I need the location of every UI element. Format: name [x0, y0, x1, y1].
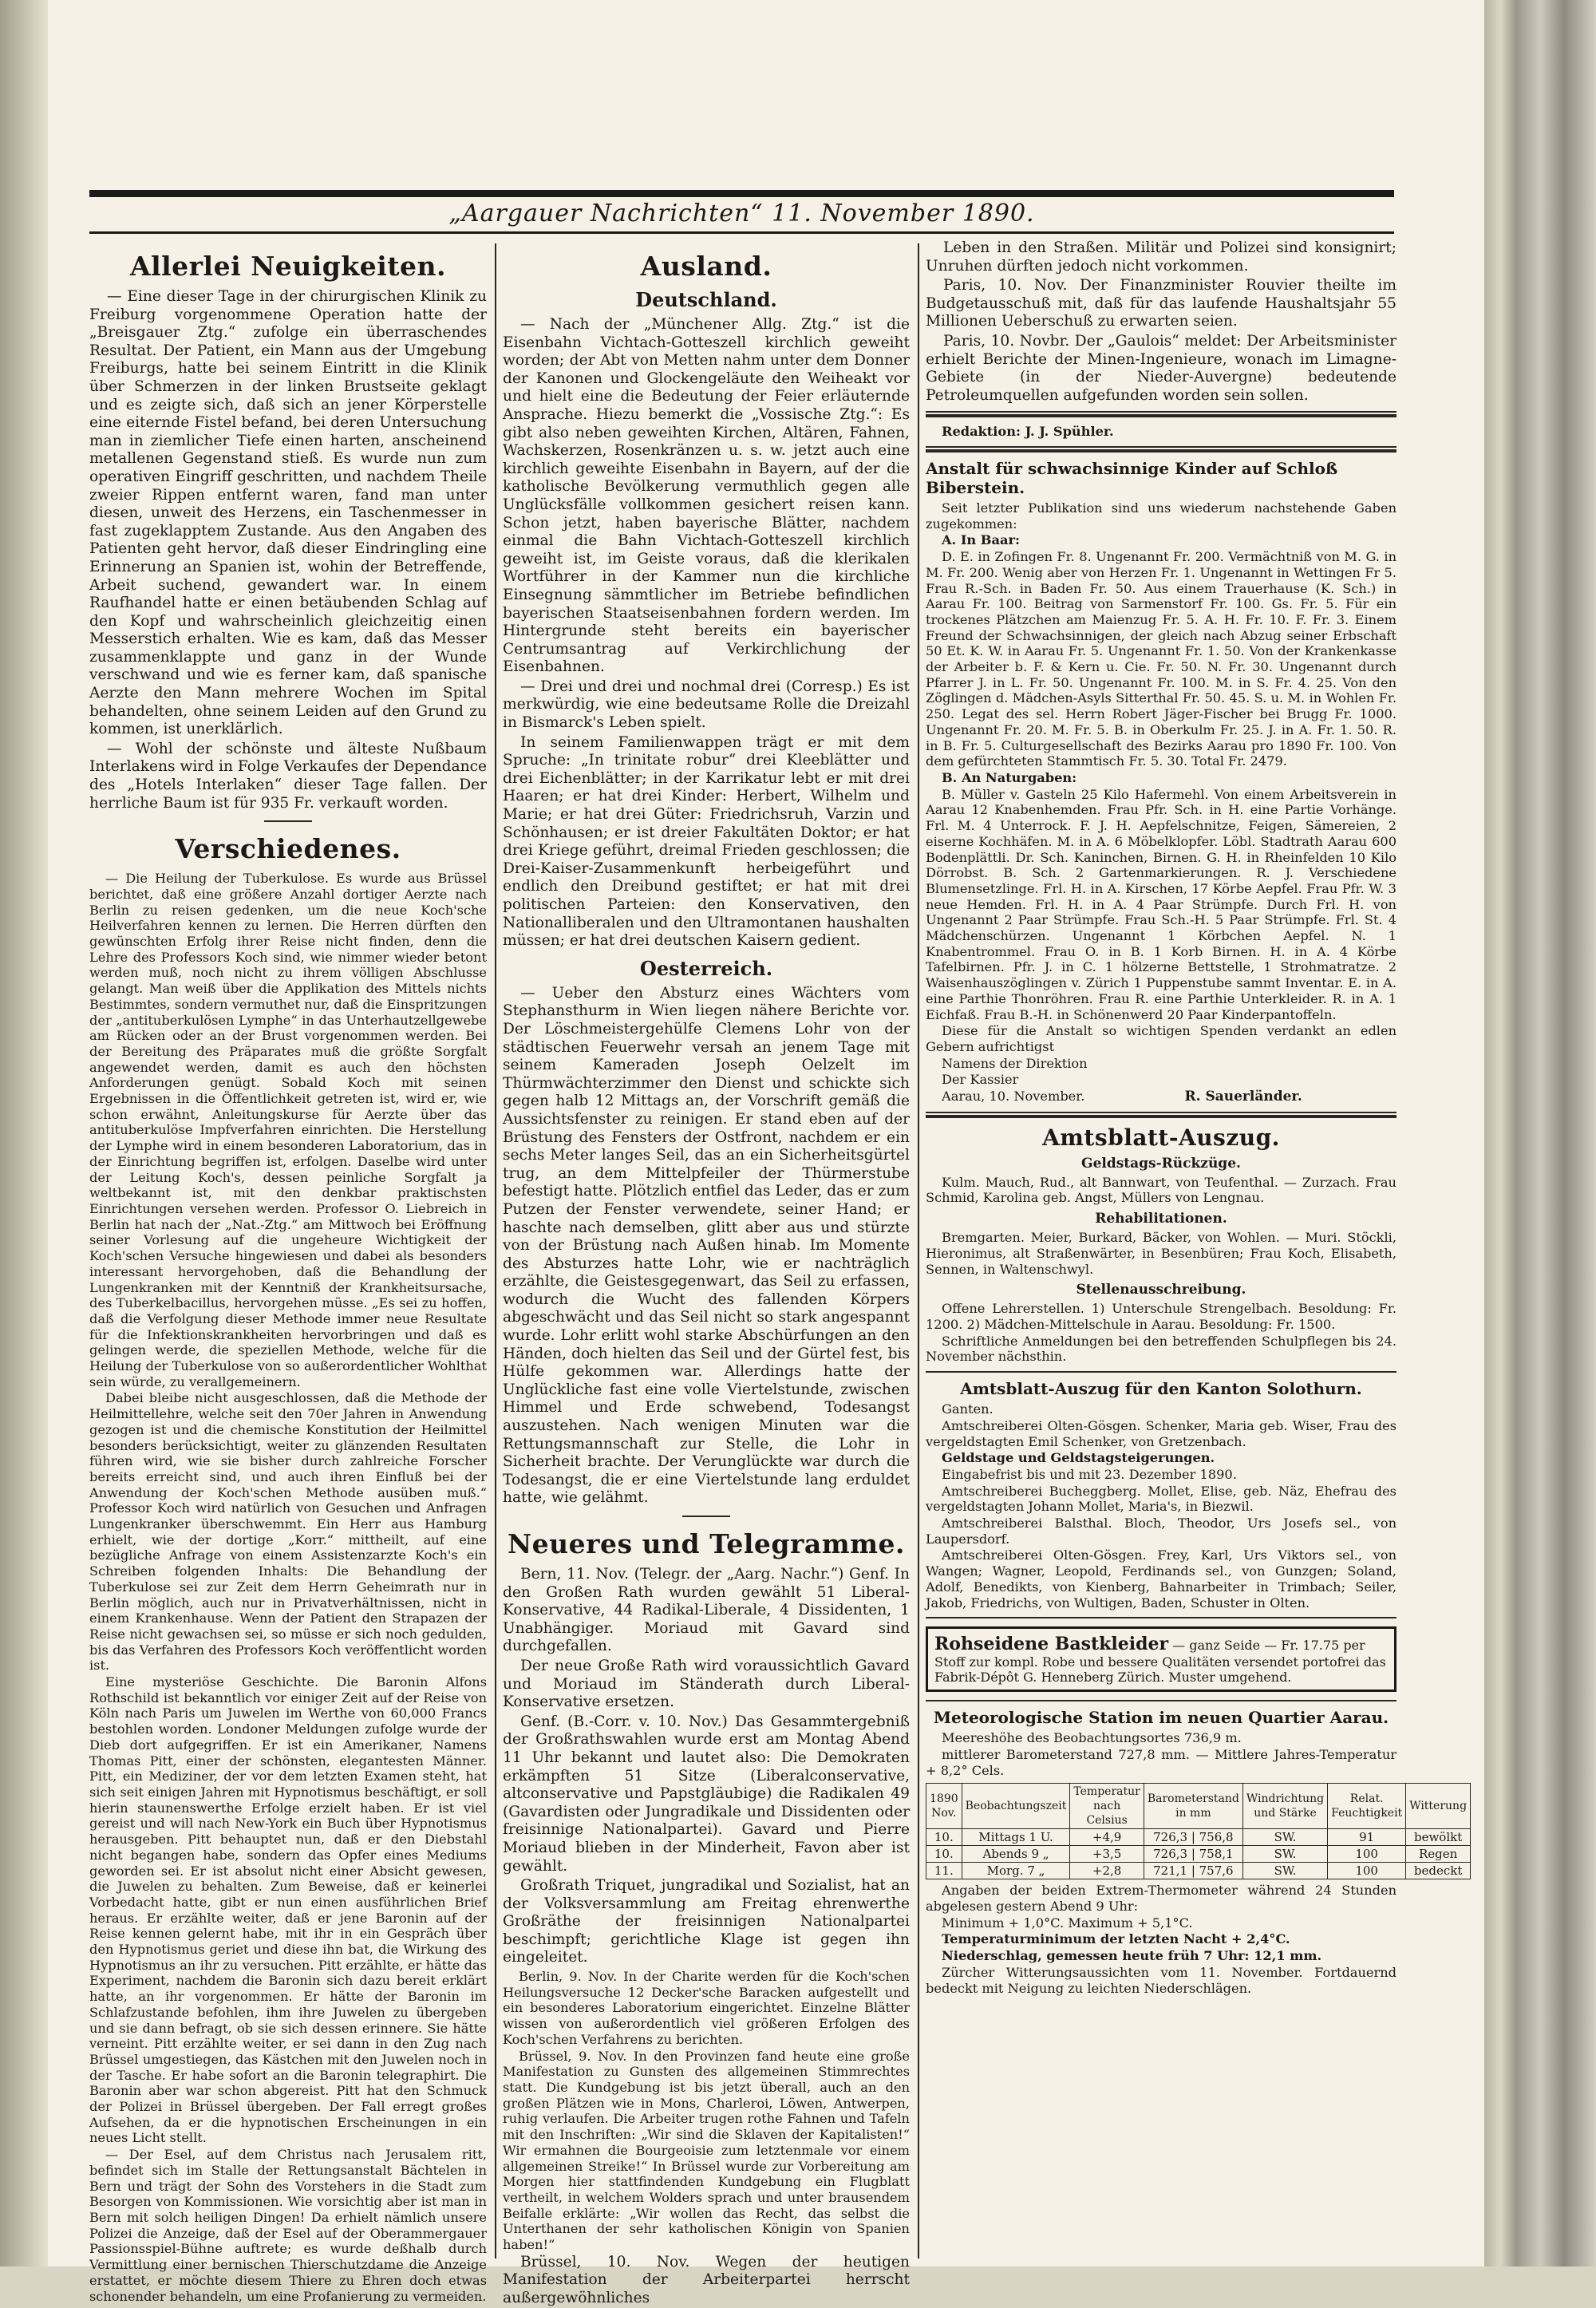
- anstalt-intro: Seit letzter Publikation sind uns wiederum nachstehende Gaben zugekommen:: [926, 500, 1396, 532]
- table-cell: bedeckt: [1406, 1863, 1471, 1879]
- article-paragraph: Brüssel, 9. Nov. In den Provinzen fand heute eine große Manifestation zu Gunsten des allgemeinen Stimmrechtes statt. Die Kundgebung ist bis jetzt überall, auch an den großen Plätzen wie in Mons, Charleroi, Löwen, Antwerpen, ruhig verlaufen. Die Arbeiter trugen rothe Fahnen und Tafeln mit den Inschriften: „Wir sind die Sklaven der Kapitalisten!“ Wir ermahnen die Bourgeoisie zum letztenmale vor einem allgemeinen Streike!“ In Brüssel wurde zur Vorbereitung am Morgen hier stattfindenden Kundgebung ein Flugblatt vertheilt, in welchem Wolders sprach und unter brausendem Beifalle erklärte: „Wir wollen das Recht, das selbst die Unterthanen der sehr katholischen Königin von Spanien haben!“: [503, 2048, 910, 2253]
- table-cell: 726,3 | 758,1: [1144, 1846, 1242, 1863]
- rehab-text: Bremgarten. Meier, Burkard, Bäcker, von Wohlen. — Muri. Stöckli, Hieronimus, alt Straßenwärter, in Besenbüren; Frau Koch, Elisabeth, Sennen, in Waltenschwyl.: [926, 1230, 1396, 1277]
- table-cell: 100: [1328, 1846, 1406, 1863]
- table-cell: 10.: [926, 1846, 962, 1863]
- solothurn-text-4: Amtschreiberei Balsthal. Bloch, Theodor, Urs Josefs sel., von Laupersdorf.: [926, 1516, 1396, 1547]
- meteo-header-row: [926, 1784, 1471, 1829]
- article-paragraph: Dabei bleibe nicht ausgeschlossen, daß die Methode der Heilmittellehre, welche seit den 70er Jahren in Anwendung gezogen ist und die chemische Konstitution der Heilmittel besonders berücksichtigt, weiter zu glänzenden Resultaten führen wird, wie sie bisher durch zahlreiche Forscher bereits erreicht sind, und auch ihren Einfluß bei der Anwendung der Koch'schen Methode ausüben muß.“ Professor Koch wird natürlich von Gesuchen und Anfragen Lungenkranker überschwemmt. Ein Herr aus Hamburg erhielt, wie der dortige „Korr.“ mittheilt, auf eine bezügliche Anfrage von einem Assistenzarzte Koch's ein Schreiben folgenden Inhalts: Die Behandlung der Tuberkulose sei zur Zeit dem Herrn Geheimrath nur in Berlin möglich, auch nur in Privatverhältnissen, nicht in einem Krankenhause. Wenn der Patient den Strapazen der Reise nicht gewachsen sei, so müsse er sich noch gedulden, bis das Verfahren des Professors Koch veröffentlicht worden ist.: [89, 1390, 487, 1674]
- article-paragraph: Berlin, 9. Nov. In der Charite werden für die Koch'schen Heilungsversuche 12 Decker'sche Baracken aufgestellt und ein besonderes Laboratorium eingerichtet. Einzelne Blätter wissen von außerordentlich viel größeren Erfolgen des Koch'schen Verfahrens zu berichten.: [503, 1969, 910, 2047]
- article-paragraph: Bern, 11. Nov. (Telegr. der „Aarg. Nachr.“) Genf. In den Großen Rath wurden gewählt 51 Liberal-Konservative, 44 Radikal-Liberale, 4 Dissidenten, 1 Unabhängiger. Moriaud mit Gavard sind durchgefallen.: [503, 1566, 910, 1655]
- article-paragraph: Großrath Triquet, jungradikal und Sozialist, hat an der Volksversammlung am Freitag ehrenwerthe Großräthe der freisinnigen Nationalpartei beschimpft; gerichtliche Klage ist gegen ihn eingeleitet.: [503, 1877, 910, 1966]
- table-cell: SW.: [1242, 1829, 1327, 1846]
- divider: [926, 1700, 1396, 1701]
- geldstag-text: Kulm. Mauch, Rud., alt Bannwart, von Teufenthal. — Zurzach. Frau Schmid, Karolina geb. Angst, Müllers von Lengnau.: [926, 1174, 1396, 1206]
- book-binding-edge: [0, 0, 48, 2267]
- article-paragraph: In seinem Familienwappen trägt er mit dem Spruche: „In trinitate robur“ drei Kleeblätter und drei Eichenblätter; in der Karrikatur lebt er mit drei Haaren; er hat drei Kinder: Herbert, Wilhelm und Marie; er hat drei Güter: Friedrichsruh, Varzin und Schönhausen; er ist dreier Fakultäten Doktor; er hat drei Kriege geführt, dreimal Frieden geschlossen; die Drei-Kaiser-Zusammenkunft herbeigeführt und endlich den Dreibund gestiftet; er hat mit drei politischen Parteien: den Konservativen, den Nationalliberalen und den Ultramontanen haushalten müssen; er hat drei deutschen Kaisern gedient.: [503, 733, 910, 950]
- stellen-title: Stellenausschreibung.: [1076, 1282, 1246, 1298]
- article-paragraph: Paris, 10. Novbr. Der „Gaulois“ meldet: Der Arbeitsminister erhielt Berichte der Minen-Ingenieure, wonach im Limagne-Gebiete (in der Nieder-Auvergne) bedeutende Petroleumquellen aufgefunden worden sein sollen.: [926, 332, 1396, 404]
- article-paragraph: — Wohl der schönste und älteste Nußbaum Interlakens wird in Folge Verkaufes der Dependance des „Hotels Interlaken“ dieser Tage fallen. Der herrliche Baum ist für 935 Fr. verkauft worden.: [89, 740, 487, 812]
- table-cell: 100: [1328, 1863, 1406, 1879]
- anstalt-signature-2: Der Kassier: [942, 1072, 1019, 1088]
- article-paragraph: — Eine dieser Tage in der chirurgischen Klinik zu Freiburg vorgenommene Operation hatte der „Breisgauer Ztg.“ zufolge ein überraschendes Resultat. Der Patient, ein Mann aus der Umgebung Freiburgs, hatte bei seinem Eintritt in die Klinik über Schmerzen in der linken Brustseite geklagt und es zeigte sich, daß sich an jener Körperstelle eine eiternde Fistel befand, bei deren Untersuchung man in ziemlicher Tiefe einen harten, anscheinend metallenen Gegenstand stieß. Es wurde nun zum operativen Eingriff geschritten, und nachdem Theile zweier Rippen entfernt waren, fand man unter diesen, unweit des Herzens, ein Taschenmesser in fast zugeklapptem Zustande. Aus den Angaben des Patienten geht hervor, daß dieser Eindringling eine Erinnerung an Spanien ist, wohin der Betreffende, Arbeit suchend, gewandert war. In einem Raufhandel hatte er einen betäubenden Schlag auf den Kopf und wahrscheinlich gleichzeitig einen Messerstich erhalten. Wie es kam, daß das Messer zusammenklappte und ganz in der Wunde verschwand und wie es ferner kam, daß spanische Aerzte den Mann mehrere Wochen im Spital behandelten, ohne seinem Leiden auf den Grund zu kommen, ist unerklärlich.: [89, 288, 487, 738]
- subsection-title-oesterreich: Oesterreich.: [639, 956, 773, 980]
- meteo-footer-1: Angaben der beiden Extrem-Thermometer während 24 Stunden abgelesen gestern Abend 9 Uhr:: [926, 1883, 1396, 1915]
- table-cell: 91: [1328, 1829, 1406, 1846]
- solothurn-text-5: Amtschreiberei Olten-Gösgen. Frey, Karl, Urs Viktors sel., von Wangen; Wagner, Leopold, Ferdinands sel., von Gunzgen; Soland, Adolf, Benedikts, von Kienberg, Bahnarbeiter in Trimbach; Seiler, Jakob, Friedrichs, von Wultigen, Baden, Schuster in Olten.: [926, 1547, 1396, 1610]
- article-paragraph: — Ueber den Absturz eines Wächters vom Stephansthurm in Wien liegen nähere Berichte vor. Der Löschmeistergehülfe Clemens Lohr von der städtischen Feuerwehr versah an jenem Tage mit seinem Kameraden Joseph Oelzelt im Thürmwächterzimmer den Dienst und schickte sich gegen halb 12 Mittags an, der Vorschrift gemäß die Aussichtsfenster zu reinigen. Er stand eben auf der Brüstung des Fensters der Ostfront, nachdem er ein sechs Meter langes Seil, das an ein Sicherheitsgürtel trug, an dem Mittelpfeiler der Thürmerstube befestigt hatte. Plötzlich entfiel das Leder, das er zum Putzen der Fenster verwendete, seiner Hand; er haschte nach demselben, glitt aber aus und stürzte von der Brüstung nach Außen hinab. Im Momente des Absturzes hatte Lohr, wie er nachträglich erzählte, die Geistesgegenwart, das Seil zu erfassen, wodurch die Wucht des fallenden Körpers abgeschwächt und das Seil nicht so stark angespannt wurde. Lohr erlitt wohl starke Abschürfungen an den Händen, doch hielten das Seil und der Gürtel fest, bis Hülfe gekommen war. Allerdings hatte der Unglückliche fast eine volle Viertelstunde, zwischen Himmel und Erde schwebend, Todesangst auszustehen. Nach wenigen Minuten war die Rettungsmannschaft zur Stelle, die Lohr in Sicherheit brachte. Der Verunglückte war durch die Todesangst, die er eine Viertelstunde lang erduldet hatte, wie gelähmt.: [503, 984, 910, 1507]
- section-title-ausland: Ausland.: [640, 251, 772, 282]
- article-paragraph: — Der Esel, auf dem Christus nach Jerusalem ritt, befindet sich im Stalle der Rettungsanstalt Bächtelen in Bern und trägt der Sohn des Vorstehers in die Stadt zum Besorgen von Kommissionen. Wie vorsichtig aber ist man in Bern mit solch heiligen Dingen! Da erhielt nämlich unsere Polizei die Anzeige, daß der Esel auf der Oberammergauer Passionsspiel-Bühne auftrete; es wurde deßhalb durch Vermittlung einer bernischen Thierschutzdame die Anzeige erstattet, er möchte diesem Thiere zu Ehren doch etwas schonender behandeln, um eine Profanierung zu vermeiden.: [89, 2147, 487, 2304]
- redaktion-line: Redaktion: J. J. Spühler.: [942, 424, 1114, 440]
- section-title-neuigkeiten: Allerlei Neuigkeiten.: [130, 251, 446, 282]
- table-row: [926, 1846, 1471, 1863]
- anstalt-section-b: B. An Naturgaben:: [942, 770, 1077, 785]
- article-paragraph: Der neue Große Rath wird voraussichtlich Gavard und Moriaud im Ständerath durch Liberal-Konservative ersetzen.: [503, 1657, 910, 1711]
- article-paragraph: Leben in den Straßen. Militär und Polizei sind konsignirt; Unruhen dürften jedoch nicht vorkommen.: [926, 239, 1396, 275]
- meteo-footer-5: Zürcher Witterungsaussichten vom 11. November. Fortdauernd bedeckt mit Neigung zu leichten Niederschlägen.: [926, 1964, 1396, 1996]
- table-cell: 726,3 | 756,8: [1144, 1829, 1242, 1846]
- table-cell: +3,5: [1070, 1846, 1144, 1863]
- article-paragraph: — Drei und drei und nochmal drei (Corresp.) Es ist merkwürdig, wie eine bedeutsame Rolle die Dreizahl in Bismarck's Leben spielt.: [503, 678, 910, 732]
- solothurn-text-3: Amtschreiberei Bucheggberg. Mollet, Elise, geb. Näz, Ehefrau des vergeldstagten Johann Mollet, Maria's, in Biezwil.: [926, 1483, 1396, 1515]
- header-rule-top: [89, 190, 1394, 197]
- meteo-footer-4: Niederschlag, gemessen heute früh 7 Uhr: 12,1 mm.: [942, 1948, 1322, 1964]
- page-header-title: „Aargauer Nachrichten“ 11. November 1890.: [448, 200, 1035, 227]
- divider: [926, 1617, 1396, 1618]
- table-cell: SW.: [1242, 1846, 1327, 1863]
- ad-text: — ganz Seide — Fr. 17.75 per Stoff zur kompl. Robe und bessere Qualitäten versendet portofrei das Fabrik-Dépôt G. Henneberg Zürich. Muster umgehend.: [934, 1638, 1386, 1686]
- table-cell: Regen: [1406, 1846, 1471, 1863]
- geldstag-title: Geldstags-Rückzüge.: [1081, 1155, 1241, 1172]
- meteo-footer-3: Temperaturminimum der letzten Nacht + 2,4°C.: [942, 1931, 1290, 1947]
- meteo-col-header: Windrichtung und Stärke: [1242, 1784, 1327, 1829]
- meteo-col-header: Beobachtungszeit: [962, 1784, 1070, 1829]
- table-cell: Mittags 1 U.: [962, 1829, 1070, 1846]
- stellen-text-2: Schriftliche Anmeldungen bei den betreffenden Schulpflegen bis 24. November nächsthin.: [926, 1333, 1396, 1365]
- table-cell: +2,8: [1070, 1863, 1144, 1879]
- column-middle: [503, 239, 910, 2306]
- article-paragraph: Genf. (B.-Corr. v. 10. Nov.) Das Gesammtergebniß der Großrathswahlen wurde erst am Montag Abend 11 Uhr bekannt und lautet also: Die Demokraten erkämpften 51 Sitze (Liberalconservative, altconservative und Papstgläubige) die Radikalen 49 (Gavardisten oder Jungradikale und Dissidenten oder freisinnige Nationalpartei). Gavard und Pierre Moriaud blieben in der Minderheit, Favon aber ist gewählt.: [503, 1713, 910, 1875]
- table-cell: 721,1 | 757,6: [1144, 1863, 1242, 1879]
- rehab-title: Rehabilitationen.: [1095, 1211, 1227, 1227]
- meteo-table: [926, 1783, 1471, 1879]
- column-divider-1: [495, 243, 496, 2259]
- column-left: [89, 239, 487, 2304]
- solothurn-text-2: Eingabefrist bis und mit 23. Dezember 1890.: [942, 1466, 1237, 1482]
- table-cell: Abends 9 „: [962, 1846, 1070, 1863]
- anstalt-section-a: A. In Baar:: [942, 532, 1020, 548]
- solothurn-subtitle: Ganten.: [942, 1401, 994, 1417]
- article-paragraph: Eine mysteriöse Geschichte. Die Baronin Alfons Rothschild ist bekanntlich vor einiger Zeit auf der Reise von Köln nach Paris um Juwelen im Werthe von 60,000 Francs bestohlen worden. Londoner Meldungen zufolge wurde der Dieb dort aufgegriffen. Er ist ein Amerikaner, Namens Thomas Pitt, einer der schönsten, elegantesten Männer. Pitt, ein Mediziner, der vor dem letzten Examen steht, hat sich seit einigen Jahren mit Hypnotismus beschäftigt, er soll hierin staunenswerthe Erfolge erzielt haben. Er ist viel gereist und will nach New-York ein Buch über Hypnotismus herausgeben. Pitt behauptet nun, daß er den Diebstahl nicht begangen habe, sondern das Opfer eines Mediums geworden sei. Er ist absolut nicht einer Absicht gewesen, die Juwelen zu behalten. Zum Beweise, daß er keinerlei Vorbedacht hatte, gibt er nun einen ausführlichen Brief heraus. Er erzählte weiter, daß er jene Baronin auf der Reise kennen gelernt habe, mit ihr in ein Gespräch über den Hypnotismus geriet und diese ihn bat, die Wirkung des Hypnotismus an ihr zu versuchen. Pitt erzählte, er hätte das Experiment, nachdem die Baronin sich dazu bereit erklärt hatte, an ihr vorgenommen. Er hätte der Baronin im Schlafzustande befohlen, ihm ihre Juwelen zu übergeben und sie dann befragt, ob sie sich dessen erinnere. Sie hätte verneint. Pitt erzählte weiter, er sei dann in den Zug nach Brüssel umgestiegen, das Kästchen mit den Juwelen noch in der Tasche. Er habe sofort an die Baronin telegraphirt. Die Baronin aber war schon abgereist. Pitt hat den Schmuck der Polizei in Brüssel übergeben. Der Fall erregt großes Aufsehen, da er die hypnotischen Erscheinungen in ein neues Licht stellt.: [89, 1674, 487, 2146]
- meteo-col-header: Relat. Feuchtigkeit: [1328, 1784, 1406, 1829]
- anstalt-donations-money: D. E. in Zofingen Fr. 8. Ungenannt Fr. 200. Vermächtniß von M. G. in M. Fr. 200. Wenig aber von Herzen Fr. 1. Ungenannt in Wettingen Fr 5. Frau R.-Sch. in Baden Fr. 50. Aus einem Trauerhause (K. Sch.) in Aarau Fr. 100. Beitrag von Sarmenstorf Fr. 100. Gs. Fr. 5. Für ein trockenes Plätzchen am Maienzug Fr. 5. A. H. Fr. 10. F. Fr. 3. Einem Freund der Schwachsinnigen, der gleich nach Abzug seiner Erbschaft 50 Et. K. W. in Aarau Fr. 5. Ungenannt Fr. 1. 50. Von der Krankenkasse der Arbeiter b. F. & Kern u. Cie. Fr. 50. N. Fr. 30. Ungenannt durch Pfarrer J. in L. Fr. 50. Ungenannt Fr. 100. M. in S. Fr. 4. 25. Von den Zöglingen d. Mädchen-Asyls Sitterthal Fr. 50. 45. S. u. M. in Wohlen Fr. 250. Legat des sel. Herrn Robert Jäger-Fischer bei Brugg Fr. 1000. Ungenannt Fr. 20. M. Fr. 5. B. in Oberkulm Fr. 25. J. in A. Fr. 1. 50. R. in B. Fr. 5. Culturgesellschaft des Bezirks Aarau pro 1890 Fr. 100. Von dem gefürchteten Stammtisch Fr. 5. 30. Total Fr. 2479.: [926, 549, 1396, 769]
- meteo-subtitle-1: Meereshöhe des Beobachtungsortes 736,9 m.: [942, 1730, 1242, 1746]
- advertisement-henneberg: [926, 1626, 1396, 1692]
- divider-double: [926, 446, 1396, 453]
- stellen-text: Offene Lehrerstellen. 1) Unterschule Strengelbach. Besoldung: Fr. 1200. 2) Mädchen-Mittelschule in Aarau. Besoldung: Fr. 1500.: [926, 1301, 1396, 1332]
- table-cell: 10.: [926, 1829, 962, 1846]
- solothurn-title: Amtsblatt-Auszug für den Kanton Solothurn.: [960, 1379, 1362, 1399]
- article-paragraph: Brüssel, 10. Nov. Wegen der heutigen Manifestation der Arbeiterpartei herrscht außergewöhnliches: [503, 2253, 910, 2306]
- table-cell: bewölkt: [1406, 1829, 1471, 1846]
- meteo-col-header: Witterung: [1406, 1784, 1471, 1829]
- ad-title: Rohseidene Bastkleider: [934, 1634, 1169, 1655]
- article-paragraph: Paris, 10. Nov. Der Finanzminister Rouvier theilte im Budgetausschuß mit, daß für das laufende Haushaltsjahr 55 Millionen Ueberschuß zu erwarten seien.: [926, 277, 1396, 330]
- table-cell: Morg. 7 „: [962, 1863, 1070, 1879]
- divider: [926, 1371, 1396, 1373]
- anstalt-signature-1: Namens der Direktion: [942, 1055, 1088, 1071]
- header-rule-bottom: [89, 231, 1394, 234]
- meteo-col-header: Temperatur nach Celsius: [1070, 1784, 1144, 1829]
- section-divider: [682, 1516, 730, 1517]
- article-paragraph: — Nach der „Münchener Allg. Ztg.“ ist die Eisenbahn Vichtach-Gotteszell kirchlich geweiht worden; der Abt von Metten nahm unter dem Donner der Kanonen und Glockengeläute den Weiheakt vor und hielt eine die Bedeutung der Feier erläuternde Ansprache. Hiezu bemerkt die „Vossische Ztg.“: Es gibt also neben geweihten Kirchen, Altären, Fahnen, Wachskerzen, Rosenkränzen u. s. w. jetzt auch eine kirchlich geweihte Eisenbahn in Bayern, auf der die katholische Bevölkerung vermuthlich gegen alle Unglücksfälle vollkommen gesichert reisen kann. Schon jetzt, haben bayerische Blätter, nachdem einmal die Bahn Vichtach-Gotteszell kirchlich geweiht ist, im Geiste voraus, daß die klerikalen Wortführer in der Kammer nun die kirchliche Einsegnung sämmtlicher im Betriebe befindlichen bayerischen Staatseisenbahnen fordern werden. Im Hintergrunde steht bereits ein bayerischer Centrumsantrag auf Verkirchlichung der Eisenbahnen.: [503, 316, 910, 676]
- subsection-title-deutschland: Deutschland.: [635, 288, 777, 311]
- solothurn-subtitle-2: Geldstage und Geldstagsteigerungen.: [942, 1450, 1215, 1466]
- anstalt-date: Aarau, 10. November.: [942, 1089, 1085, 1105]
- anstalt-donations-goods: B. Müller v. Gasteln 25 Kilo Hafermehl. Von einem Arbeitsverein in Aarau 12 Knabenhemden. Frau Pfr. Sch. in H. eine Partie Vorhänge. Frl. M. 4 Unterrock. F. J. H. Aepfelschnitze, Feigen, Sämereien, 2 eiserne Kochhäfen. M. in A. 6 Möbelklopfer. Löbl. Stadtrath Aarau 600 Bodenplättli. Dr. Sch. Kaninchen, Birnen. G. H. in Rheinfelden 10 Kilo Dörrobst. B. Sch. 2 Gartenmarkierungen. R. J. Verschiedene Blumensetzlinge. Frl. H. in A. Kirschen, 17 Körbe Aepfel. Frau Pfr. W. 3 neue Hemden. Frl. H. in A. 4 Paar Strümpfe. Durch Frl. H. von Ungenannt 2 Paar Strümpfe. Frau Sch.-H. 5 Paar Strümpfe. Frl. St. 4 Mädchenschürzen. Ungenannt 1 Körbchen Aepfel. N. 1 Knabentrommel. Frau O. in B. 1 Korb Birnen. H. in A. 4 Körbe Tafelbirnen. Pfr. J. in C. 1 hölzerne Bettstelle, 1 Strohmatratze. 2 Waisenhauszöglingen v. Zürich 1 Puppenstube sammt Inventar. E. in A. eine Parthie Thonröhren. Frau R. eine Parthie Unterkleider. R. in A. 1 Eichfaß. Frau B.-H. in Schönenwerd 20 Paar Kinderpantoffeln.: [926, 786, 1396, 1022]
- table-row: [926, 1863, 1471, 1879]
- column-divider-2: [918, 243, 919, 2259]
- table-cell: 11.: [926, 1863, 962, 1879]
- table-cell: SW.: [1242, 1863, 1327, 1879]
- meteo-col-header: Barometerstand in mm: [1144, 1784, 1242, 1829]
- meteo-footer-2: Minimum + 1,0°C. Maximum + 5,1°C.: [942, 1915, 1193, 1931]
- anstalt-signature-3: R. Sauerländer.: [1184, 1089, 1302, 1105]
- section-title-verschiedenes: Verschiedenes.: [175, 833, 401, 865]
- meteo-title: Meteorologische Station im neuen Quartier Aarau.: [933, 1708, 1389, 1728]
- section-title-telegramme: Neueres und Telegramme.: [507, 1528, 906, 1559]
- amtsblatt-title: Amtsblatt-Auszug.: [1042, 1124, 1280, 1151]
- meteo-subtitle-2: mittlerer Barometerstand 727,8 mm. — Mittlere Jahres-Temperatur + 8,2° Cels.: [926, 1746, 1396, 1778]
- meteo-col-header: 1890 Nov.: [926, 1784, 962, 1829]
- divider-double: [926, 411, 1396, 417]
- solothurn-text-1: Amtschreiberei Olten-Gösgen. Schenker, Maria geb. Wiser, Frau des vergeldstagten Emil Schenker, von Gretzenbach.: [926, 1417, 1396, 1449]
- article-paragraph: — Die Heilung der Tuberkulose. Es wurde aus Brüssel berichtet, daß eine größere Anzahl dortiger Aerzte nach Berlin zu reisen gedenken, um die neue Koch'sche Heilverfahren kennen zu lernen. Die Herren dürften den gewünschten Erfolg ihrer Reise nicht finden, denn die Lehre des Professors Koch sind, wie nimmer wieder betont werden muß, noch nicht zu ihrem völligen Abschlusse gelangt. Man weiß über die Applikation des Mittels nichts Bestimmtes, sondern vermuthet nur, daß die Einspritzungen der „antituberkulösen Lymphe“ in das Unterhautzellgewebe am Rücken oder an der Brust vorgenommen werden. Bei der Bereitung des Präparates muß die größte Sorgfalt angewendet werden, damit es auch den höchsten Anforderungen genügt. Sobald Koch mit seinen Ergebnissen in die Öffentlichkeit getreten ist, wird er, wie schon erwähnt, Anleitungskurse für Aerzte über das antituberkulöse Impfverfahren einrichten. Die Herstellung der Lymphe wird in einem besonderen Laboratorium, das in der Einrichtung begriffen ist, erfolgen. Daselbe wird unter der Leitung Koch's, dessen peinliche Sorgfalt ja weltbekannt ist, mit den denkbar praktischsten Einrichtungen versehen werden. Professor O. Liebreich in Berlin hat nach der „Nat.-Ztg.“ am Mittwoch bei Eröffnung seiner Vorlesung auf die ungeheure Wichtigkeit der Koch'schen Versuche hingewiesen und dabei als besonders interessant hervorgehoben, daß die Behandlung der Lungenkranken mit der Kenntniß der Krankheitsursache, des Tuberkelbacillus, hervorgehen müsse. „Es sei zu hoffen, daß die Verfolgung dieser Methode immer neue Resultate für die Infektionskrankheiten hervorbringen und daß es gelingen werde, die speziellen Methode, welche für die Heilung der Tuberkulose von so außerordentlicher Wohlthat sein würde, zu verallgemeinern.: [89, 871, 487, 1389]
- divider-double: [926, 1112, 1396, 1118]
- table-cell: +4,9: [1070, 1829, 1144, 1846]
- column-right: [926, 239, 1468, 2251]
- anstalt-thanks: Diese für die Anstalt so wichtigen Spenden verdankt an edlen Gebern aufrichtigst: [926, 1023, 1396, 1054]
- table-row: [926, 1829, 1471, 1846]
- anstalt-title: Anstalt für schwachsinnige Kinder auf Schloß Biberstein.: [926, 459, 1338, 498]
- section-divider: [264, 820, 312, 822]
